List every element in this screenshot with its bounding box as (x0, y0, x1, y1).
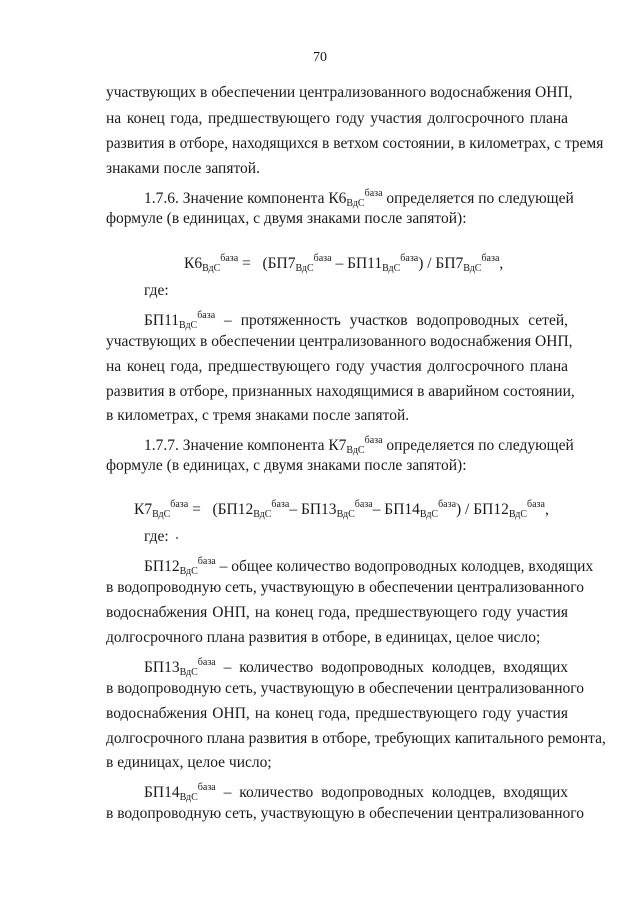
section-1-7-6-heading: 1.7.6. Значение компонента $К6_{ВдС}^{база}$ определяется по следующей (144, 188, 574, 209)
def-bp12-line-2: в водопроводную сеть, участвующую в обеспечении централизованного (106, 579, 584, 596)
where-label-1: где: (144, 282, 169, 299)
formula-k7: $К7_{ВдС}^{база}$ = ($БП12_{ВдС}^{база}-$ $БП13_{ВдС}^{база}-$ $БП14_{ВдС}^{база}) / БП12_{ВдС}^{база}$, (134, 499, 549, 520)
def-bp13-line-2: в водопроводную сеть, участвующую в обеспечении централизованного (106, 680, 584, 697)
para1-line-1: участвующих в обеспечении централизованного водоснабжения ОНП, (106, 84, 573, 101)
def-bp11-line-5: в километрах, с тремя знаками после запятой. (106, 407, 410, 424)
def-bp12-line-1: $БП12_{ВдС}^{база}$ – общее количество водопроводных колодцев, входящих (144, 556, 594, 577)
def-bp13-line-3: водоснабжения ОНП, на конец года, предшествующего году участия (106, 705, 568, 722)
page-number: 70 (313, 50, 327, 65)
def-bp13-line-4: долгосрочного плана развития в отборе, требующих капитального ремонта, (106, 730, 606, 747)
def-bp13-line-5: в единицах, целое число; (106, 754, 272, 771)
def-bp11-line-4: развития в отборе, признанных находящимися в аварийном состоянии, (106, 383, 575, 400)
section-1-7-7-line-2: формуле (в единицах, с двумя знаками после запятой): (106, 457, 467, 474)
para1-line-2: на конец года, предшествующего году участия долгосрочного плана (106, 110, 568, 127)
def-bp11-line-2: участвующих в обеспечении централизованного водоснабжения ОНП, (106, 333, 573, 350)
def-bp11-line-3: на конец года, предшествующего году участия долгосрочного плана (106, 358, 568, 375)
where-label-2: где: (144, 528, 169, 545)
def-bp14-line-1: $БП14_{ВдС}^{база}$ – количество водопроводных колодцев, входящих (144, 782, 568, 803)
def-bp11-line-1: $БП11_{ВдС}^{база}$ – протяженность участков водопроводных сетей, (144, 310, 569, 331)
section-1-7-6-line-2: формуле (в единицах, с двумя знаками после запятой): (106, 210, 467, 227)
def-bp13-line-1: $БП13_{ВдС}^{база}$ – количество водопроводных колодцев, входящих (144, 657, 568, 678)
scan-speck (176, 537, 178, 539)
def-bp14-line-2: в водопроводную сеть, участвующую в обеспечении централизованного (106, 805, 584, 822)
formula-k6: $К6_{ВдС}^{база}$ = $(БП7_{ВдС}^{база} - БП11_{ВдС}^{база}) / БП7_{ВдС}^{база}$, (184, 253, 504, 274)
para1-line-4: знаками после запятой. (106, 160, 260, 177)
def-bp12-line-4: долгосрочного плана развития в отборе, в единицах, целое число; (106, 629, 541, 646)
section-1-7-7-heading: 1.7.7. Значение компонента $К7_{ВдС}^{база}$ определяется по следующей (144, 435, 574, 456)
para1-line-3: развития в отборе, находящихся в ветхом состоянии, в километрах, с тремя (106, 135, 604, 152)
def-bp12-line-3: водоснабжения ОНП, на конец года, предшествующего году участия (106, 604, 568, 621)
